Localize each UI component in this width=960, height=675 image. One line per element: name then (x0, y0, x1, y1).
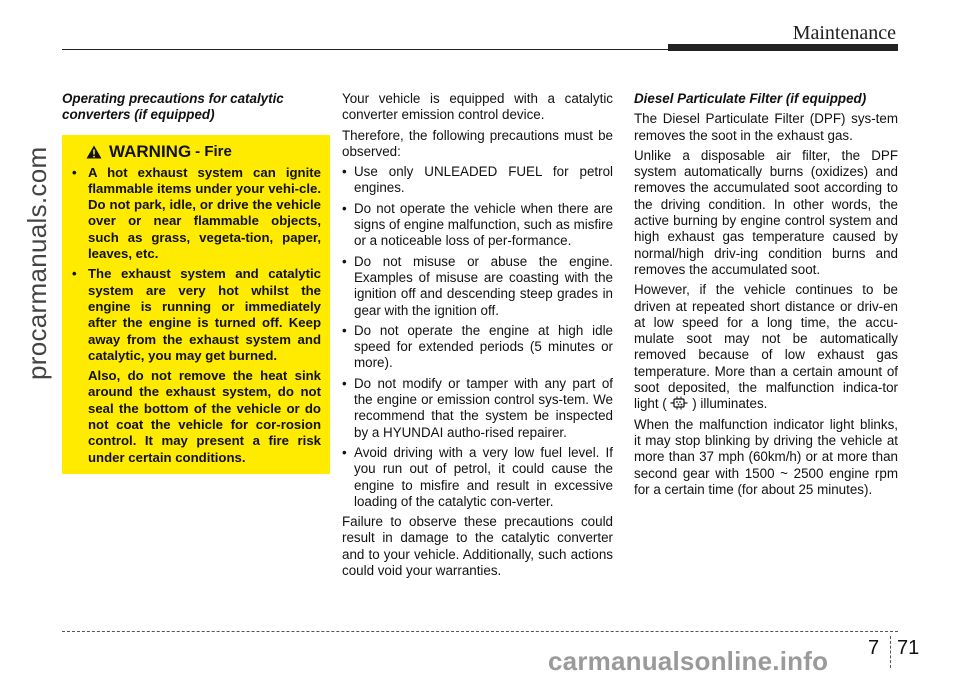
page-number: 71 (897, 637, 920, 659)
chapter-number: 7 (868, 637, 880, 659)
dpf-paragraph (634, 282, 898, 412)
dpf-paragraph: When the malfunction indicator light blinks, it may stop blinking by driving the vehicle at more than 37 mph (60km/h) or at more than second gear with 1500 ~ 2500 engine rpm for a certain time (for about 25 minutes). (634, 416, 898, 497)
warning-header (86, 143, 321, 161)
intro-paragraph: Therefore, the following precautions must be observed: (342, 127, 613, 159)
list-item: • Do not modify or tamper with any part of the engine or emission control sys-tem. We recommend that the system be inspected by a HYUNDAI autho-rised repairer. (342, 376, 613, 441)
header-rule (62, 49, 674, 50)
warning-box (62, 135, 330, 474)
side-watermark-text: procarmanuals.com (22, 146, 52, 380)
intro-paragraph: Your vehicle is equipped with a catalytic converter emission control device. (342, 91, 613, 123)
list-item: • Do not operate the vehicle when there are signs of engine malfunction, such as misfire or a noticeable loss of per-formance. (342, 201, 613, 250)
header-title: Maintenance (792, 22, 896, 44)
bottom-watermark: carmanualsonline.info (548, 646, 829, 675)
dpf-paragraph: Unlike a disposable air filter, the DPF system automatically burns (oxidizes) and removes the accumulated soot according to the driving condition. In other words, the active burning by engine control system and high exhaust gas temperature caused by normal/high driv-ing condition burns and removes the accumulated soot. (634, 147, 898, 277)
warning-triangle-icon (86, 145, 102, 159)
dpf-text: However, if the vehicle continues to be driven at repeated short distance or driv-en at low speed for a long time, the accu-mulate soot may not be automatically removed because of low exhaust gas temperature. More than a certain amount of soot deposited, the malfunction indica-tor light ( (634, 282, 898, 412)
column-middle (342, 91, 613, 583)
column-left (62, 91, 330, 474)
warning-bullet: • A hot exhaust system can ignite flammable items under your vehi-cle. Do not park, idle, or drive the vehicle over or near flammable objects, such as grass, vegeta-tion, paper, leaves, etc. (72, 165, 321, 263)
dpf-heading: Diesel Particulate Filter (if equipped) (634, 91, 867, 106)
catalytic-heading: Operating precautions for catalytic converters (if equipped) (62, 91, 284, 123)
dpf-indicator-icon (670, 396, 688, 410)
list-item: • Do not operate the engine at high idle speed for extended periods (5 minutes or more). (342, 323, 613, 372)
warning-label: WARNING (109, 141, 192, 161)
header-rule-thick (668, 44, 898, 51)
precaution-list (342, 164, 613, 510)
warning-bullets (72, 165, 321, 365)
closing-paragraph: Failure to observe these precautions could result in damage to the catalytic converter and to your vehicle. Additionally, such actions could void your warranties. (342, 514, 613, 579)
dpf-text: ) illuminates. (692, 396, 768, 412)
side-watermark (0, 0, 52, 420)
list-item: • Use only UNLEADED FUEL for petrol engines. (342, 164, 613, 197)
page-separator (890, 636, 891, 668)
list-item: • Avoid driving with a very low fuel level. If you run out of petrol, it could cause the engine to misfire and result in excessive loading of the catalytic con-verter. (342, 445, 613, 510)
list-item: • Do not misuse or abuse the engine. Examples of misuse are coasting with the ignition off and descending steep grades in gear with the ignition off. (342, 254, 613, 319)
footer-rule (62, 631, 898, 632)
warning-continuation: Also, do not remove the heat sink around the exhaust system, do not seal the bottom of the vehicle or do not coat the vehicle for cor-rosion control. It may present a fire risk under certain conditions. (88, 368, 321, 465)
dpf-paragraph: The Diesel Particulate Filter (DPF) sys-tem removes the soot in the exhaust gas. (634, 111, 898, 143)
warning-sub: - Fire (195, 142, 232, 160)
warning-bullet: • The exhaust system and catalytic system are very hot whilst the engine is running or immediately after the engine is turned off. Keep away from the exhaust system and catalytic, you may get burned. (72, 266, 321, 364)
column-right (634, 91, 898, 502)
